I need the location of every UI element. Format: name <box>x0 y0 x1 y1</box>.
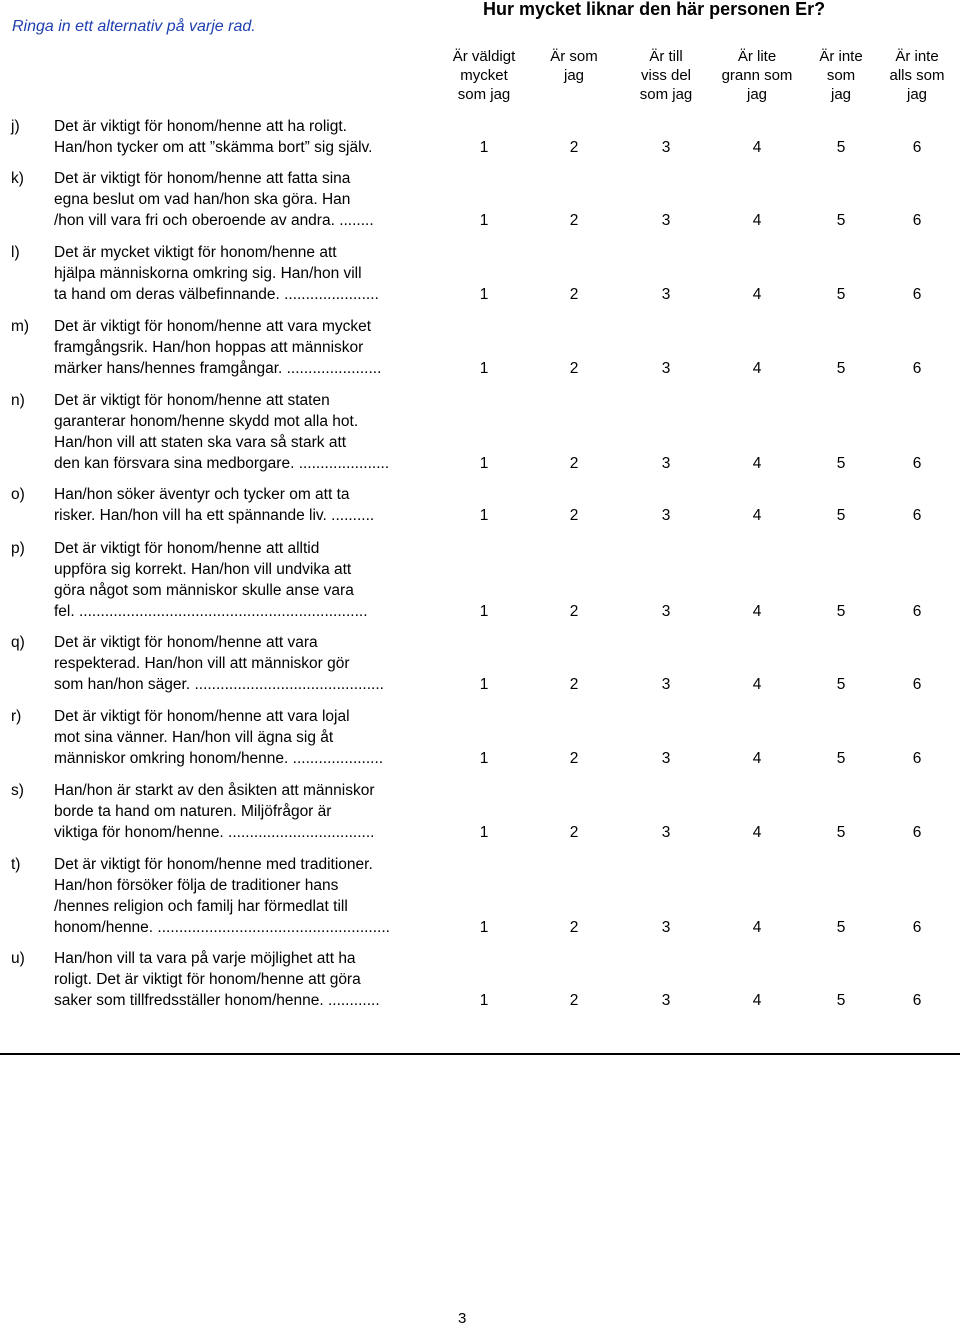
item-text-line: hjälpa människorna omkring sig. Han/hon vill <box>54 265 362 282</box>
item-text <box>54 948 449 1011</box>
item-letter: l) <box>11 244 20 261</box>
item-text-line: mot sina vänner. Han/hon vill ägna sig åt <box>54 729 334 746</box>
item-text <box>54 854 449 938</box>
scale-header-line: Är till <box>649 48 683 65</box>
item-text <box>54 706 449 769</box>
item-letter: n) <box>11 392 25 409</box>
option-4[interactable]: 4 <box>752 212 762 229</box>
option-3[interactable]: 3 <box>661 286 671 303</box>
item-text-line: risker. Han/hon vill ha ett spännande liv. .......... <box>54 507 375 524</box>
item-text <box>54 780 449 843</box>
option-6[interactable]: 6 <box>912 139 922 156</box>
item-text-line: människor omkring honom/henne. ..................... <box>54 750 384 767</box>
scale-header-line: Är väldigt <box>452 48 516 65</box>
item-text <box>54 538 449 622</box>
item-letter: s) <box>11 782 24 799</box>
item-text-line: /hon vill vara fri och oberoende av andra. ........ <box>54 212 374 229</box>
option-4[interactable]: 4 <box>752 919 762 936</box>
option-6[interactable]: 6 <box>912 992 922 1009</box>
item-text-line: som han/hon säger. ............................................ <box>54 676 384 693</box>
item-text-line: ta hand om deras välbefinnande. ...................... <box>54 286 379 303</box>
option-2[interactable]: 2 <box>569 212 579 229</box>
option-4[interactable]: 4 <box>752 676 762 693</box>
item-text-line: Han/hon vill ta vara på varje möjlighet att ha <box>54 950 356 967</box>
item-letter: m) <box>11 318 30 335</box>
option-3[interactable]: 3 <box>661 750 671 767</box>
bottom-divider <box>0 1053 960 1055</box>
option-3[interactable]: 3 <box>661 676 671 693</box>
item-text-line: Det är mycket viktigt för honom/henne att <box>54 244 337 261</box>
item-text-line: Han/hon tycker om att ”skämma bort” sig själv. <box>54 139 373 156</box>
item-text-line: Han/hon vill att staten ska vara så stark att <box>54 434 347 451</box>
item-text-line: egna beslut om vad han/hon ska göra. Han <box>54 191 351 208</box>
option-4[interactable]: 4 <box>752 139 762 156</box>
option-5[interactable]: 5 <box>836 286 846 303</box>
option-5[interactable]: 5 <box>836 139 846 156</box>
option-6[interactable]: 6 <box>912 919 922 936</box>
item-letter: k) <box>11 170 24 187</box>
option-4[interactable]: 4 <box>752 750 762 767</box>
item-text-line: Det är viktigt för honom/henne att fatta sina <box>54 170 351 187</box>
option-4[interactable]: 4 <box>752 360 762 377</box>
item-letter: p) <box>11 540 25 557</box>
option-2[interactable]: 2 <box>569 360 579 377</box>
item-text-line: /hennes religion och familj har förmedlat till <box>54 898 348 915</box>
item-letter: o) <box>11 486 25 503</box>
option-5[interactable]: 5 <box>836 992 846 1009</box>
option-1[interactable]: 1 <box>479 676 489 693</box>
item-letter: u) <box>11 950 25 967</box>
scale-header-line: som <box>826 67 856 84</box>
item-text-line: Det är viktigt för honom/henne att vara mycket <box>54 318 372 335</box>
item-text-line: borde ta hand om naturen. Miljöfrågor är <box>54 803 332 820</box>
option-6[interactable]: 6 <box>912 603 922 620</box>
item-text-line: fel. ................................................................... <box>54 603 368 620</box>
option-3[interactable]: 3 <box>661 212 671 229</box>
option-6[interactable]: 6 <box>912 507 922 524</box>
item-text-line: den kan försvara sina medborgare. ..................... <box>54 455 390 472</box>
option-6[interactable]: 6 <box>912 212 922 229</box>
option-3[interactable]: 3 <box>661 139 671 156</box>
option-3[interactable]: 3 <box>661 824 671 841</box>
option-4[interactable]: 4 <box>752 286 762 303</box>
scale-header-line: jag <box>830 86 852 103</box>
page-number: 3 <box>458 1310 467 1327</box>
option-4[interactable]: 4 <box>752 603 762 620</box>
item-text-line: Det är viktigt för honom/henne att ha roligt. <box>54 118 347 135</box>
option-6[interactable]: 6 <box>912 824 922 841</box>
item-text-line: Det är viktigt för honom/henne med traditioner. <box>54 856 373 873</box>
option-1[interactable]: 1 <box>479 360 489 377</box>
option-3[interactable]: 3 <box>661 919 671 936</box>
scale-header-6 <box>862 47 960 104</box>
item-text <box>54 390 449 474</box>
item-letter: j) <box>11 118 20 135</box>
option-2[interactable]: 2 <box>569 992 579 1009</box>
option-1[interactable]: 1 <box>479 750 489 767</box>
item-text-line: saker som tillfredsställer honom/henne. ............ <box>54 992 380 1009</box>
option-6[interactable]: 6 <box>912 455 922 472</box>
item-letter: r) <box>11 708 22 725</box>
option-1[interactable]: 1 <box>479 139 489 156</box>
option-4[interactable]: 4 <box>752 455 762 472</box>
scale-header-line: jag <box>906 86 928 103</box>
option-2[interactable]: 2 <box>569 455 579 472</box>
option-4[interactable]: 4 <box>752 992 762 1009</box>
option-1[interactable]: 1 <box>479 212 489 229</box>
item-text-line: respekterad. Han/hon vill att människor gör <box>54 655 350 672</box>
option-2[interactable]: 2 <box>569 139 579 156</box>
option-2[interactable]: 2 <box>569 603 579 620</box>
item-text-line: Han/hon är starkt av den åsikten att människor <box>54 782 375 799</box>
item-text-line: viktiga för honom/henne. .................................. <box>54 824 375 841</box>
scale-header-line: alls som <box>889 67 945 84</box>
option-5[interactable]: 5 <box>836 455 846 472</box>
item-text-line: Det är viktigt för honom/henne att vara <box>54 634 318 651</box>
option-3[interactable]: 3 <box>661 507 671 524</box>
item-text-line: Det är viktigt för honom/henne att staten <box>54 392 330 409</box>
scale-header-line: som jag <box>639 86 693 103</box>
item-text <box>54 316 449 379</box>
item-text <box>54 168 449 231</box>
option-2[interactable]: 2 <box>569 507 579 524</box>
option-6[interactable]: 6 <box>912 360 922 377</box>
item-text-line: Det är viktigt för honom/henne att alltid <box>54 540 320 557</box>
option-5[interactable]: 5 <box>836 676 846 693</box>
option-1[interactable]: 1 <box>479 992 489 1009</box>
item-text <box>54 116 449 158</box>
item-text-line: Han/hon söker äventyr och tycker om att ta <box>54 486 350 503</box>
item-text-line: Han/hon försöker följa de traditioner hans <box>54 877 339 894</box>
option-1[interactable]: 1 <box>479 824 489 841</box>
scale-header-line: Är lite <box>737 48 777 65</box>
option-4[interactable]: 4 <box>752 824 762 841</box>
option-1[interactable]: 1 <box>479 507 489 524</box>
item-text-line: göra något som människor skulle anse vara <box>54 582 354 599</box>
option-3[interactable]: 3 <box>661 992 671 1009</box>
option-6[interactable]: 6 <box>912 750 922 767</box>
main-question: Hur mycket liknar den här personen Er? <box>483 0 826 19</box>
scale-header-line: som jag <box>457 86 511 103</box>
option-3[interactable]: 3 <box>661 360 671 377</box>
option-3[interactable]: 3 <box>661 603 671 620</box>
scale-header-line: viss del <box>640 67 692 84</box>
scale-header-line: jag <box>746 86 768 103</box>
option-5[interactable]: 5 <box>836 507 846 524</box>
item-text-line: roligt. Det är viktigt för honom/henne att göra <box>54 971 361 988</box>
scale-header-line: Är som <box>550 48 598 65</box>
item-letter: q) <box>11 634 25 651</box>
option-2[interactable]: 2 <box>569 676 579 693</box>
scale-header-line: grann som <box>721 67 793 84</box>
scale-header-line: Är inte <box>819 48 863 65</box>
option-2[interactable]: 2 <box>569 750 579 767</box>
option-5[interactable]: 5 <box>836 750 846 767</box>
scale-header-line: Är inte <box>895 48 939 65</box>
option-2[interactable]: 2 <box>569 824 579 841</box>
option-5[interactable]: 5 <box>836 212 846 229</box>
option-3[interactable]: 3 <box>661 455 671 472</box>
option-1[interactable]: 1 <box>479 603 489 620</box>
option-6[interactable]: 6 <box>912 676 922 693</box>
option-4[interactable]: 4 <box>752 507 762 524</box>
option-5[interactable]: 5 <box>836 360 846 377</box>
item-text-line: honom/henne. ...................................................... <box>54 919 390 936</box>
item-text <box>54 242 449 305</box>
item-text-line: uppföra sig korrekt. Han/hon vill undvika att <box>54 561 352 578</box>
item-letter: t) <box>11 856 21 873</box>
scale-header-line: mycket <box>460 67 508 84</box>
option-1[interactable]: 1 <box>479 919 489 936</box>
option-6[interactable]: 6 <box>912 286 922 303</box>
option-5[interactable]: 5 <box>836 603 846 620</box>
option-1[interactable]: 1 <box>479 286 489 303</box>
option-5[interactable]: 5 <box>836 919 846 936</box>
instruction-text: Ringa in ett alternativ på varje rad. <box>12 18 256 35</box>
scale-header-line: jag <box>563 67 585 84</box>
item-text-line: märker hans/hennes framgångar. ...................... <box>54 360 382 377</box>
item-text <box>54 484 449 526</box>
option-5[interactable]: 5 <box>836 824 846 841</box>
item-text-line: framgångsrik. Han/hon hoppas att människor <box>54 339 364 356</box>
option-2[interactable]: 2 <box>569 286 579 303</box>
option-1[interactable]: 1 <box>479 455 489 472</box>
item-text-line: Det är viktigt för honom/henne att vara lojal <box>54 708 350 725</box>
item-text-line: garanterar honom/henne skydd mot alla hot. <box>54 413 359 430</box>
option-2[interactable]: 2 <box>569 919 579 936</box>
item-text <box>54 632 449 695</box>
